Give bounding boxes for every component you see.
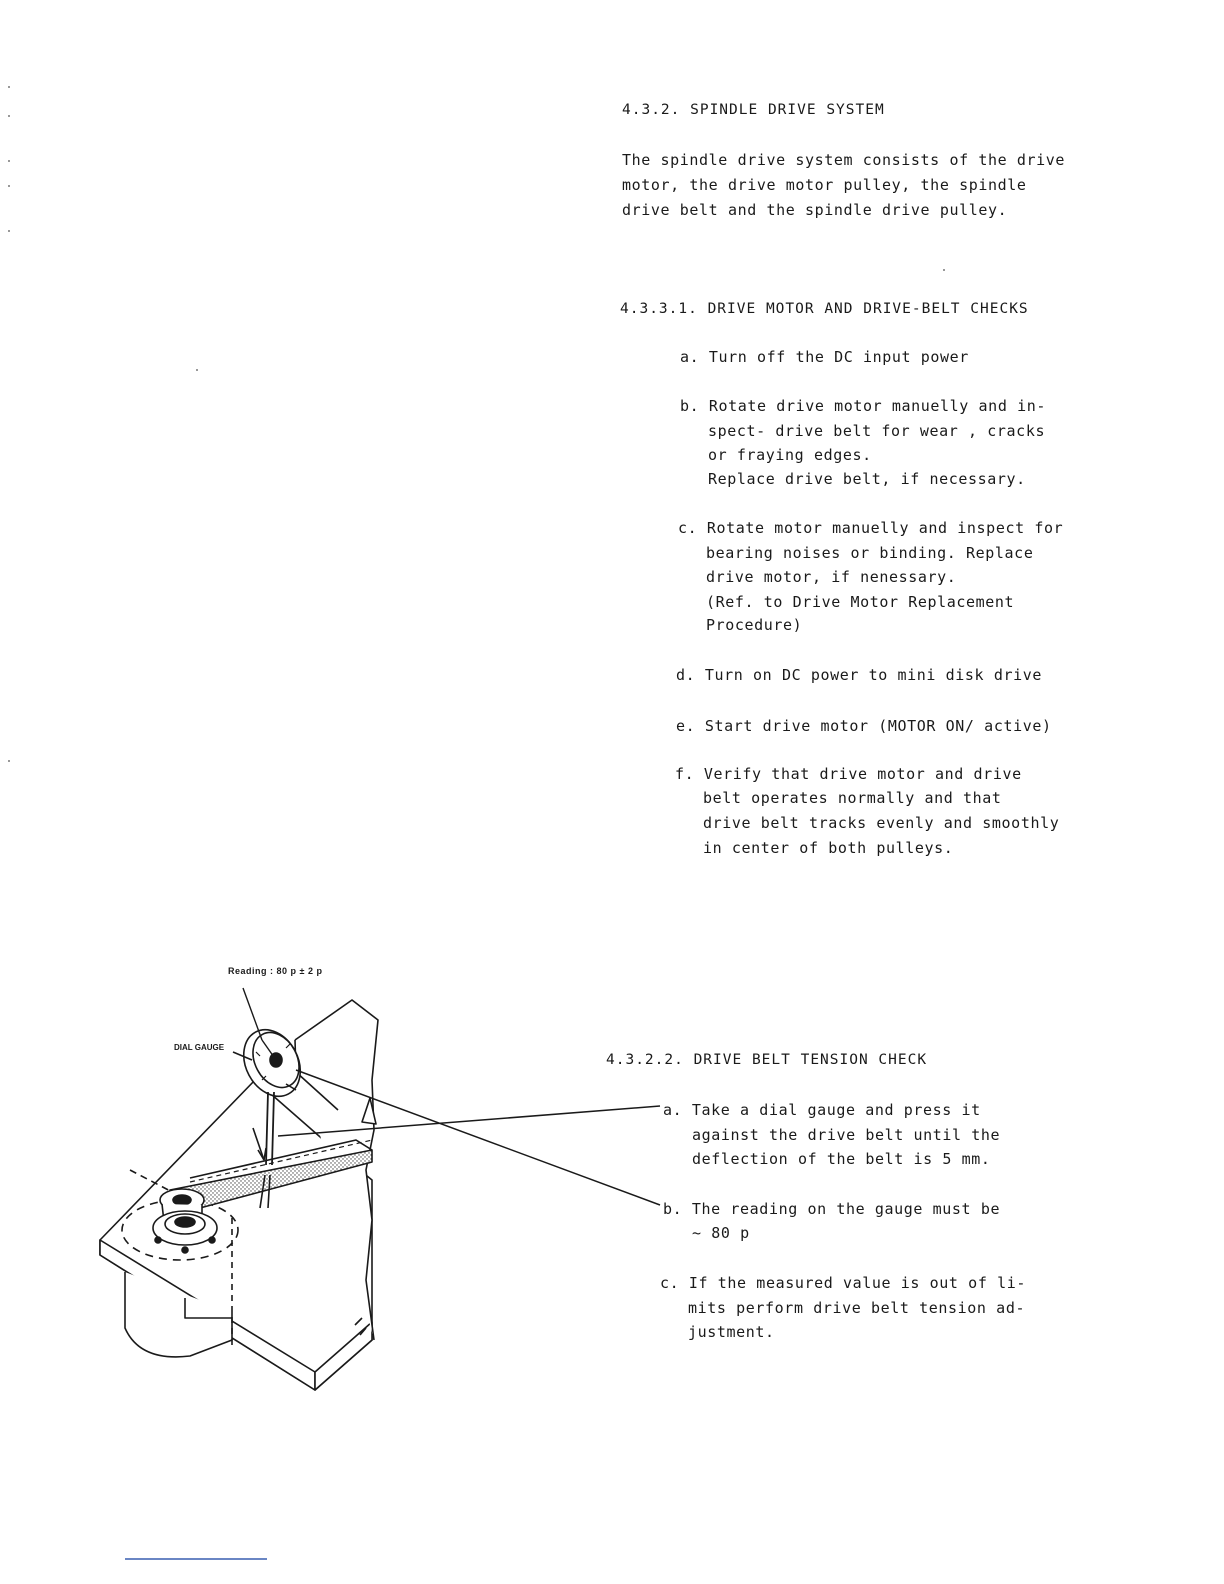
intro-line-3: drive belt and the spindle drive pulley.: [622, 201, 1008, 219]
step-c-line-5: Procedure): [706, 616, 803, 634]
tension-step-a-line-2: against the drive belt until the: [692, 1126, 1001, 1144]
dial-gauge-label: DIAL GAUGE: [174, 1043, 225, 1052]
tension-step-c-line-1: c. If the measured value is out of li-: [660, 1274, 1026, 1292]
step-f-line-1: f. Verify that drive motor and drive: [675, 765, 1022, 783]
step-b-line-2: spect- drive belt for wear , cracks: [708, 422, 1046, 440]
step-d-line-1: d. Turn on DC power to mini disk drive: [676, 666, 1042, 684]
tension-step-b-line-2: ~ 80 p: [692, 1224, 750, 1242]
intro-line-2: motor, the drive motor pulley, the spindle: [622, 176, 1027, 194]
intro-line-1: The spindle drive system consists of the drive: [622, 151, 1066, 169]
step-c-line-1: c. Rotate motor manuelly and inspect for: [678, 519, 1064, 537]
step-e-line-1: e. Start drive motor (MOTOR ON/ active): [676, 717, 1052, 735]
tension-step-c-line-2: mits perform drive belt tension ad-: [688, 1299, 1026, 1317]
step-b-line-3: or fraying edges.: [708, 446, 872, 464]
section-heading-4-3-2-2: 4.3.2.2. DRIVE BELT TENSION CHECK: [606, 1052, 928, 1068]
tension-step-c-line-3: justment.: [688, 1323, 775, 1341]
step-c-line-2: bearing noises or binding. Replace: [706, 544, 1034, 562]
step-f-line-4: in center of both pulleys.: [703, 839, 954, 857]
tension-step-a-line-1: a. Take a dial gauge and press it: [663, 1101, 981, 1119]
tension-step-a-line-3: deflection of the belt is 5 mm.: [692, 1150, 991, 1168]
step-f-line-3: drive belt tracks evenly and smoothly: [703, 814, 1060, 832]
step-b-line-4: Replace drive belt, if necessary.: [708, 470, 1026, 488]
step-b-line-1: b. Rotate drive motor manuelly and in-: [680, 397, 1046, 415]
section-heading-4-3-3-1: 4.3.3.1. DRIVE MOTOR AND DRIVE-BELT CHECKS: [620, 301, 1029, 317]
section-heading-4-3-2: 4.3.2. SPINDLE DRIVE SYSTEM: [622, 102, 885, 118]
step-c-line-4: (Ref. to Drive Motor Replacement: [706, 593, 1015, 611]
step-f-line-2: belt operates normally and that: [703, 789, 1002, 807]
step-a-line-1: a. Turn off the DC input power: [680, 348, 969, 366]
tension-step-b-line-1: b. The reading on the gauge must be: [663, 1200, 1001, 1218]
bottom-rule: [125, 1558, 267, 1560]
gauge-reading-label: Reading : 80 p ± 2 p: [228, 966, 323, 976]
step-c-line-3: drive motor, if nenessary.: [706, 568, 957, 586]
